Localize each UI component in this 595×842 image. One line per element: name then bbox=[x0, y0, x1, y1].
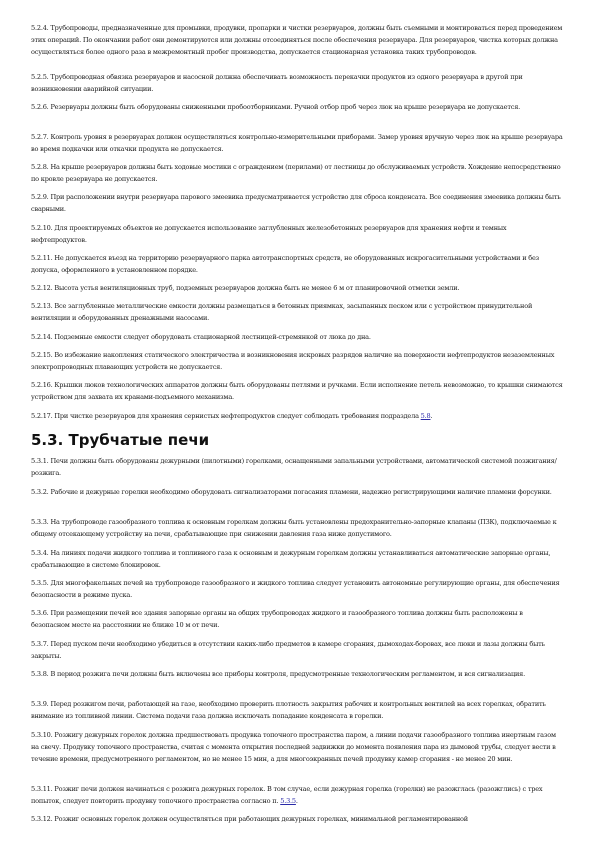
paragraph-5-2-11: 5.2.11. Не допускается въезд на территорию резервуарного парка автотранспортных средств, не оборудованных искрогасительными устройствами и без допуска, оформленного в установленном порядке. bbox=[31, 254, 540, 274]
paragraph-5-2-14: 5.2.14. Подземные емкости следует оборудовать стационарной лестницей-стремянкой от люка до дна. bbox=[31, 333, 371, 341]
paragraph-5-2-12: 5.2.12. Высота устья вентиляционных труб, подземных резервуаров должна быть не менее 6 м от планировочной отметки земли. bbox=[31, 284, 460, 292]
paragraph-5-2-7: 5.2.7. Контроль уровня в резервуарах должен осуществляться контрольно-измерительными приборами. Замер уровня вручную через люк на крыше резервуара во время подкачки или откачки продукта не допускается. bbox=[31, 133, 563, 153]
paragraph-5-3-11-text: 5.3.11. Розжиг печи должен начинаться с розжига дежурных горелок. В том случае, если дежурная горелка (горелки) не разожглась (разожглись) с трех попыток, следует повторить продувку топочного пространства согласно п. bbox=[31, 785, 543, 805]
paragraph-5-3-11-end: . bbox=[295, 797, 298, 805]
paragraph-5-3-1: 5.3.1. Печи должны быть оборудованы дежурными (пилотными) горелками, оснащенными запальными устройствами, автоматической системой позжигания/розжига. bbox=[31, 457, 557, 477]
link-point-5-3-5[interactable]: 5.3.5 bbox=[280, 797, 296, 805]
paragraph-5-2-8: 5.2.8. На крыше резервуаров должны быть ходовые мостики с ограждением (перилами) от лестницы до обслуживаемых устройств. Хождение непосредственно по кровле резервуара не допускается. bbox=[31, 163, 561, 183]
paragraph-5-2-17-text: 5.2.17. При чистке резервуаров для хранения сернистых нефтепродуктов следует соблюдать требования подраздела bbox=[31, 412, 421, 420]
paragraph-5-2-16: 5.2.16. Крышки люков технологических аппаратов должны быть оборудованы петлями и ручками. Если исполнение петель невозможно, то крышки снимаются устройством для захвата их кранами-подъемного механизма. bbox=[31, 381, 563, 401]
paragraph-5-3-6: 5.3.6. При размещении печей все здания запорные органы на общих трубопроводах жидкого и газообразного топлива должны быть расположены в безопасном месте на расстоянии не ближе 10 м от печи. bbox=[31, 609, 523, 629]
paragraph-5-2-6: 5.2.6. Резервуары должны быть оборудованы сниженными пробоотборниками. Ручной отбор проб через люк на крыше резервуара не допускается. bbox=[31, 103, 521, 111]
paragraph-5-2-15: 5.2.15. Во избежание накопления статического электричества и возникновения искровых разрядов наличие на поверхности нефтепродуктов незаземленных электропроводных плавающих устройств не допускается. bbox=[31, 351, 555, 371]
paragraph-5-2-17 bbox=[31, 410, 563, 422]
paragraph-5-3-9: 5.3.9. Перед розжигом печи, работающей на газе, необходимо проверить плотность закрытия рабочих и контрольных вентилей на всех горелках, обратить внимание из топливной линии. Система подачи газа должна исключать попадание конденсата в горелки. bbox=[31, 700, 546, 720]
paragraph-5-2-10: 5.2.10. Для проектируемых объектов не допускается использование заглубленных железобетонных резервуаров для хранения нефти и темных нефтепродуктов. bbox=[31, 224, 507, 244]
paragraph-5-3-5: 5.3.5. Для многофакельных печей на трубопроводе газообразного и жидкого топлива следует установить автономные регулирующие органы, для обеспечения безопасности в режиме пуска. bbox=[31, 579, 560, 599]
paragraph-5-3-2: 5.3.2. Рабочие и дежурные горелки необходимо оборудовать сигнализаторами погасания пламени, надежно регистрирующими наличие пламени форсунки. bbox=[31, 488, 552, 496]
paragraph-5-3-11 bbox=[31, 783, 563, 807]
paragraph-5-3-3: 5.3.3. На трубопроводе газообразного топлива к основным горелкам должны быть установлены предохранительно-запорные клапаны (ПЗК), подключаемые к общему отсекающему устройству на печи, срабатывающие при снижении давления газа ниже допустимого. bbox=[31, 518, 557, 538]
paragraph-5-2-13: 5.2.13. Все заглубленные металлические емкости должны размещаться в бетонных приямках, засыпанных песком или с устройством принудительной вентиляции и оборудованных дренажными насосами. bbox=[31, 302, 533, 322]
link-subsection-5-8[interactable]: 5.8 bbox=[420, 412, 431, 420]
paragraph-5-2-17-end: . bbox=[430, 412, 433, 420]
paragraph-5-2-9: 5.2.9. При расположении внутри резервуара парового змеевика предусматривается устройство для сброса конденсата. Все соединения змеевика должны быть сварными. bbox=[31, 193, 561, 213]
paragraph-5-2-4: 5.2.4. Трубопроводы, предназначенные для промывки, продувки, пропарки и чистки резервуаров, должны быть съемными и монтироваться перед проведением этих операций. По окончании работ они демонтируются или должны отсоединяться после обеспечения резервуара. Для резервуаров, чистка которых должна осуществляться более одного раза в межремонтный пробег производства, допускается стационарная установка таких трубопроводов. bbox=[31, 24, 563, 56]
paragraph-5-3-10: 5.3.10. Розжигу дежурных горелок должна предшествовать продувка топочного пространства паром, а линии подачи газообразного топлива инертным газом на свечу. Продувку топочного пространства, считая с момента открытия последней задвижки до момента появления пара из дымовой трубы, следует вести в течение времени, предусмотренного регламентом, но не менее 15 мин, а для многоэкранных печей продувку камер сгорания - не менее 20 мин. bbox=[31, 731, 556, 763]
paragraph-5-3-8: 5.3.8. В период розжига печи должны быть включены все приборы контроля, предусмотренные технологическим регламентом, и вся сигнализация. bbox=[31, 670, 525, 678]
paragraph-5-3-4: 5.3.4. На линиях подачи жидкого топлива и топливного газа к основным и дежурным горелкам должны устанавливаться автоматические запорные органы, срабатывающие в системе блокировок. bbox=[31, 549, 551, 569]
paragraph-5-3-12: 5.3.12. Розжиг основных горелок должен осуществляться при работающих дежурных горелках, минимальной регламентированной bbox=[31, 815, 468, 823]
paragraph-5-2-5: 5.2.5. Трубопроводная обвязка резервуаров и насосной должна обеспечивать возможность перекачки продуктов из одного резервуара в другой при возникновении аварийной ситуации. bbox=[31, 73, 523, 93]
paragraph-5-3-7: 5.3.7. Перед пуском печи необходимо убедиться в отсутствии каких-либо предметов в камере сгорания, дымоходах-боровах, все люки и лазы должны быть закрыты. bbox=[31, 640, 545, 660]
section-title: 5.3. Трубчатые печи bbox=[31, 431, 210, 449]
